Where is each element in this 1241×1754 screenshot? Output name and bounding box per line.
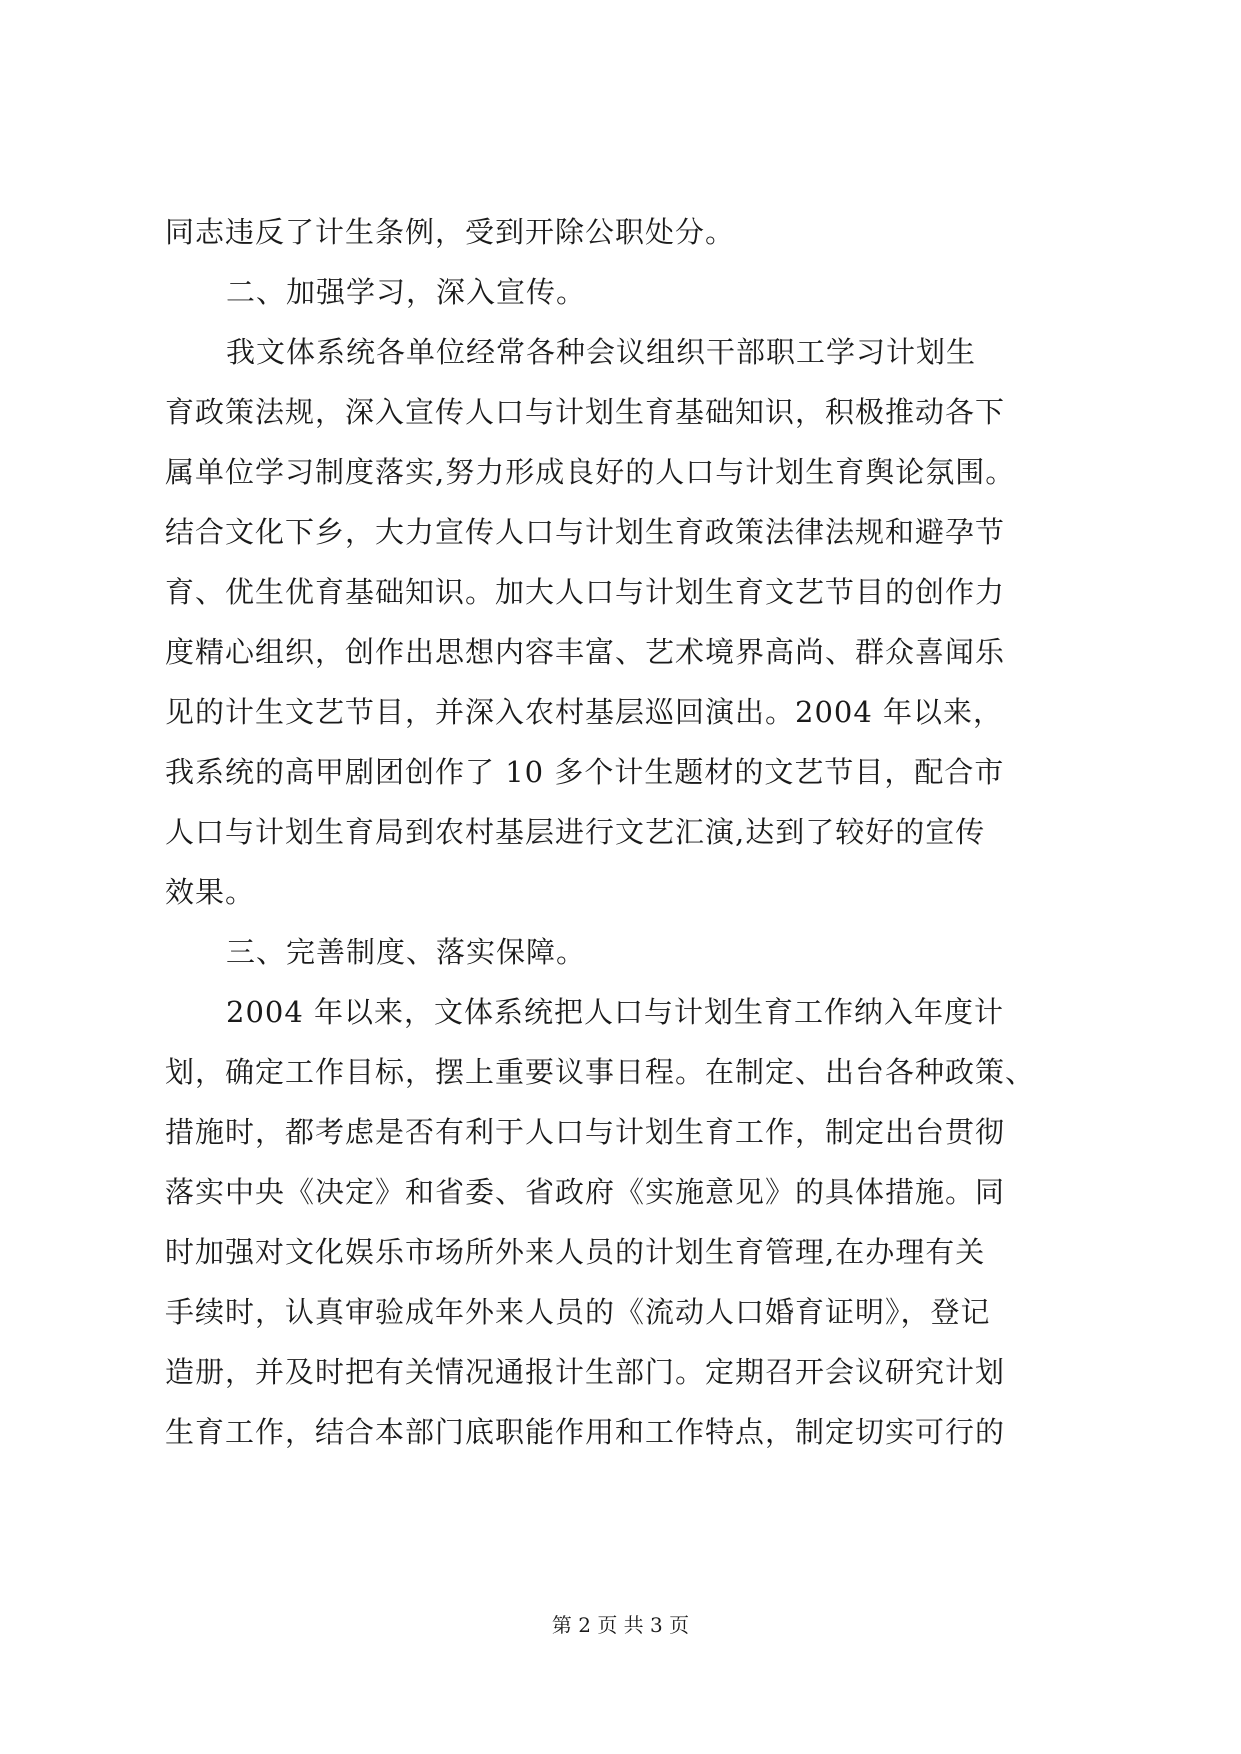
text-line: 度精心组织，创作出思想内容丰富、艺术境界高尚、群众喜闻乐 [165,635,1006,669]
text-line: 措施时，都考虑是否有利于人口与计划生育工作，制定出台贯彻 [165,1115,1006,1149]
text-line: 结合文化下乡，大力宣传人口与计划生育政策法律法规和避孕节 [165,515,1006,549]
text-line: 生育工作，结合本部门底职能作用和工作特点，制定切实可行的 [165,1415,1006,1449]
text-line: 属单位学习制度落实,努力形成良好的人口与计划生育舆论氛围。 [165,455,1016,489]
text-line: 同志违反了计生条例，受到开除公职处分。 [165,215,736,249]
text-line: 育、优生优育基础知识。加大人口与计划生育文艺节目的创作力 [165,575,1006,609]
text-line: 育政策法规，深入宣传人口与计划生育基础知识，积极推动各下 [165,395,1006,429]
section-heading: 三、完善制度、落实保障。 [226,935,587,969]
text-line: 落实中央《决定》和省委、省政府《实施意见》的具体措施。同 [165,1175,1006,1209]
text-line: 2004 年以来，文体系统把人口与计划生育工作纳入年度计 [226,995,1005,1029]
text-line: 我文体系统各单位经常各种会议组织干部职工学习计划生 [226,335,977,369]
text-line: 造册，并及时把有关情况通报计生部门。定期召开会议研究计划 [165,1355,1006,1389]
text-line: 人口与计划生育局到农村基层进行文艺汇演,达到了较好的宣传 [165,815,986,849]
text-line: 见的计生文艺节目，并深入农村基层巡回演出。2004 年以来， [165,695,1004,729]
text-line: 手续时，认真审验成年外来人员的《流动人口婚育证明》，登记 [165,1295,991,1329]
document-body [165,202,1085,1462]
text-line: 时加强对文化娱乐市场所外来人员的计划生育管理,在办理有关 [165,1235,986,1269]
text-line: 划，确定工作目标，摆上重要议事日程。在制定、出台各种政策、 [165,1055,1036,1089]
page-number-label: 第 2 页 共 3 页 [551,1613,690,1637]
text-line: 效果。 [165,875,256,909]
page-footer [0,1610,1241,1640]
text-line: 我系统的高甲剧团创作了 10 多个计生题材的文艺节目，配合市 [165,755,1005,789]
section-heading: 二、加强学习，深入宣传。 [226,275,587,309]
